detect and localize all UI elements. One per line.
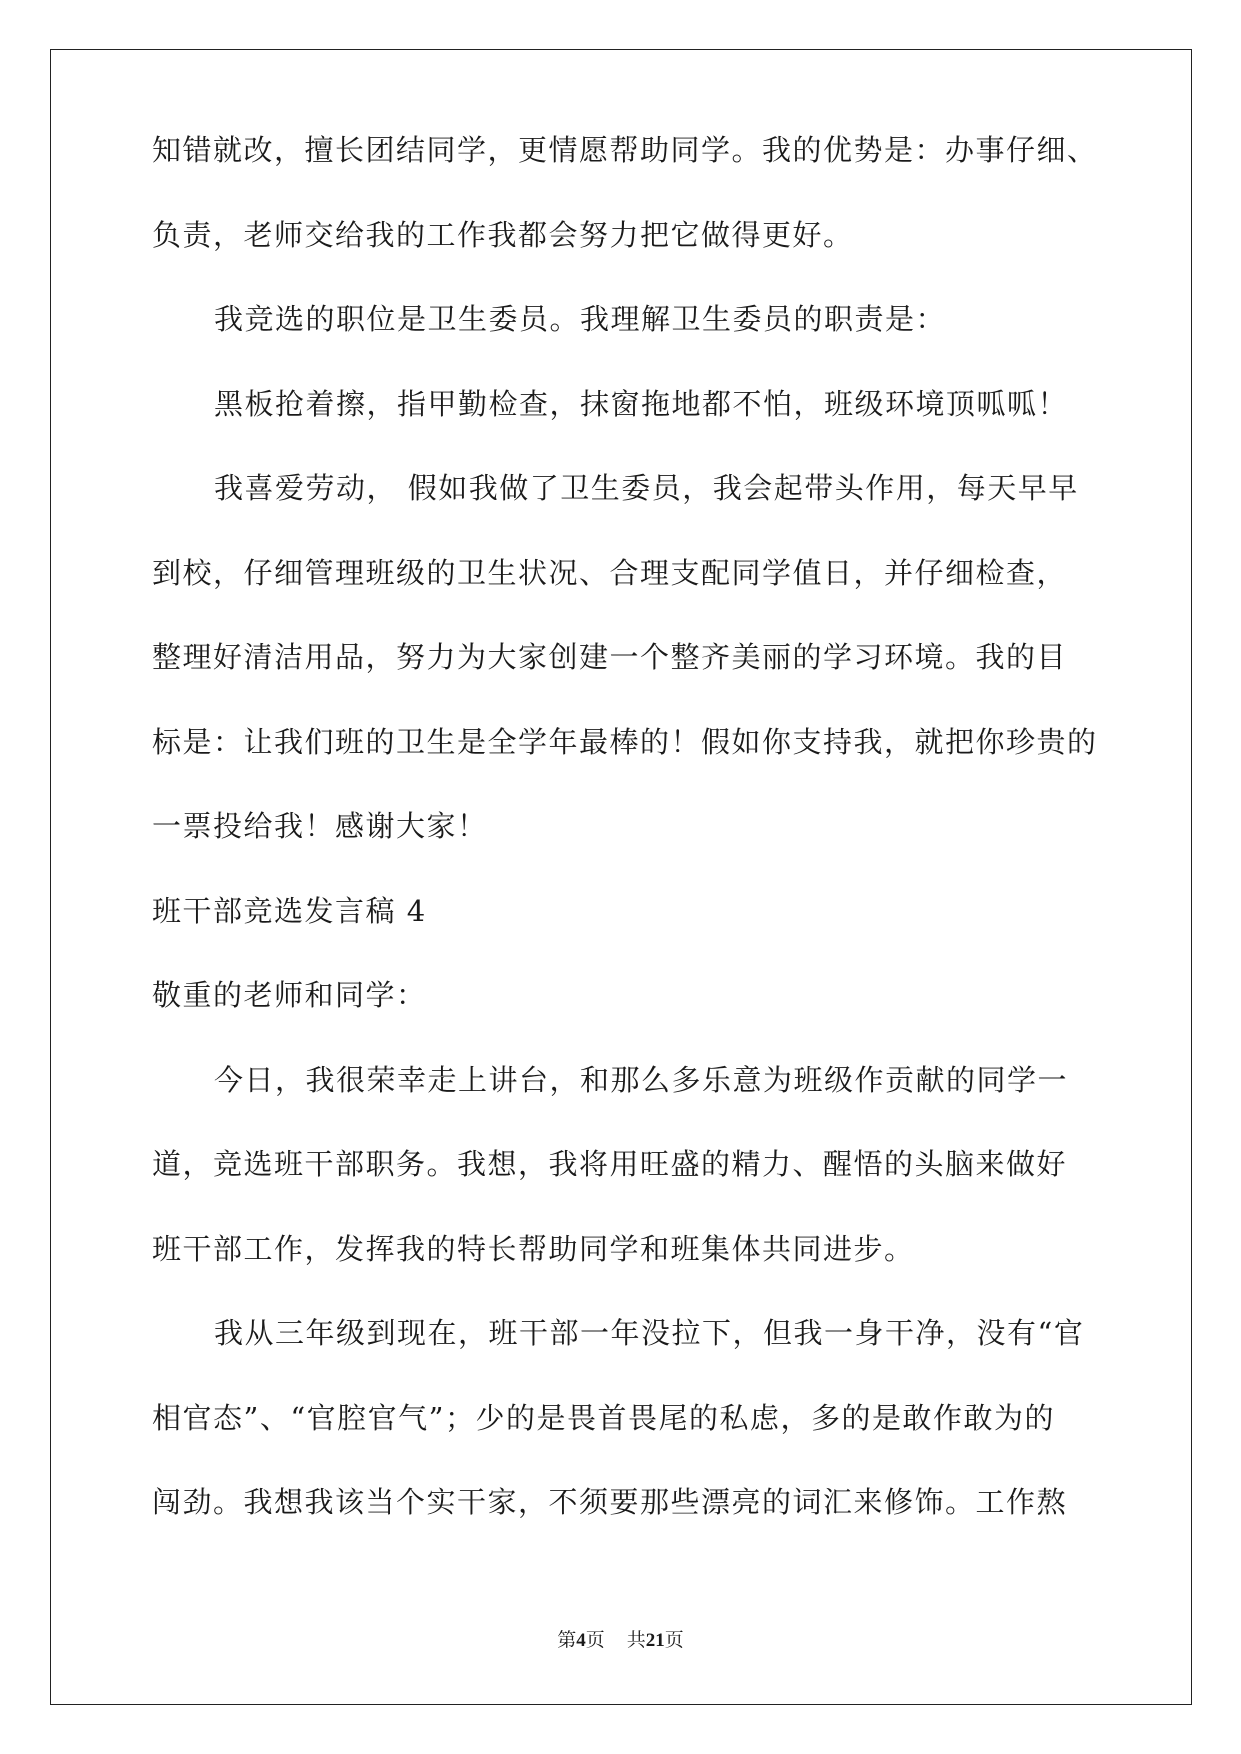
text-line: 相官态”、“官腔官气”；少的是畏首畏尾的私虑，多的是敢作敢为的 (152, 1400, 1055, 1435)
text-line: 今日，我很荣幸走上讲台，和那么多乐意为班级作贡献的同学一 (214, 1062, 1069, 1097)
salutation: 敬重的老师和同学： (152, 978, 427, 1012)
text-line: 负责，老师交给我的工作我都会努力把它做得更好。 (152, 217, 854, 252)
document-body (152, 133, 1098, 1587)
text-line: 黑板抢着擦，指甲勤检查，抹窗拖地都不怕，班级环境顶呱呱！ (214, 386, 1069, 421)
text-line: 我喜爱劳动， 假如我做了卫生委员，我会起带头作用，每天早早 (214, 471, 1079, 505)
text-line: 到校，仔细管理班级的卫生状况、合理支配同学值日，并仔细检查， (152, 555, 1068, 590)
page-footer (0, 1625, 1241, 1652)
total-pages: 21 (645, 1630, 665, 1651)
page-suffix: 页 (585, 1630, 605, 1651)
page-number: 4 (576, 1630, 586, 1651)
text-line: 标是：让我们班的卫生是全学年最棒的！假如你支持我，就把你珍贵的 (152, 724, 1098, 759)
total-prefix: 共 (626, 1630, 646, 1651)
text-line: 整理好清洁用品，努力为大家创建一个整齐美丽的学习环境。我的目 (152, 640, 1068, 674)
text-line: 我竞选的职位是卫生委员。我理解卫生委员的职责是： (214, 302, 947, 336)
text-line: 我从三年级到现在，班干部一年没拉下，但我一身干净，没有“官 (214, 1316, 1085, 1350)
total-suffix: 页 (664, 1630, 684, 1651)
text-line: 知错就改，擅长团结同学，更情愿帮助同学。我的优势是：办事仔细、 (152, 133, 1098, 167)
text-line: 一票投给我！感谢大家！ (152, 809, 488, 843)
page-prefix: 第 (557, 1630, 577, 1651)
section-heading: 班干部竞选发言稿 4 (152, 893, 427, 928)
text-line: 道，竞选班干部职务。我想，我将用旺盛的精力、醒悟的头脑来做好 (152, 1147, 1068, 1181)
text-line: 闯劲。我想我该当个实干家，不须要那些漂亮的词汇来修饰。工作熬 (152, 1485, 1068, 1519)
text-line: 班干部工作，发挥我的特长帮助同学和班集体共同进步。 (152, 1231, 915, 1266)
